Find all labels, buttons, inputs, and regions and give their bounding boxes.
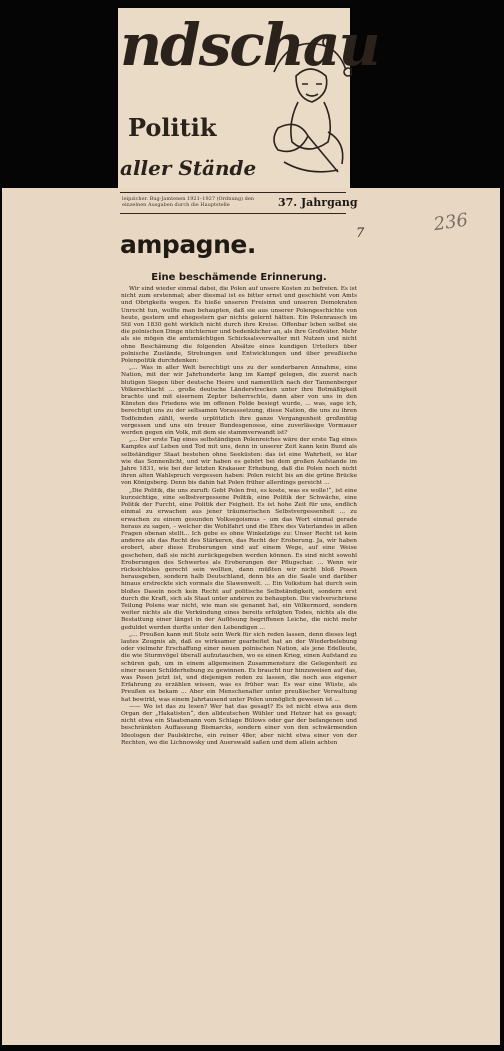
article-paragraph: —— Wo ist das zu lesen? Wer hat das gesagt? Es ist nicht etwa aus dem Organ der „Hakatisten“, den alldeutschen Wühler und Hetzer hat es gesagt; nicht etwa ein Staatsmann vom Schlage Bülows oder gar der befangenen und beschränkten Auffassung Bismarcks, sondern einer von den schwärmenden Ideologen der Paulskirche, ein reiner 48er, aber nicht etwa einer von der Rechten, wo die Lichnowsky und Auerswald saßen und dem allein achten xyxy=(121,703,357,746)
article-paragraph: „... Der erste Tag eines selbständigen Polenreiches wäre der erste Tag eines Kampfes auf Leben und Tod mit uns, denn in unserer Zeit kann kein Bund als selbständiger Staat bestehen ohne Seeküsten: das ist eine Wahrheit, so klar wie das Sonnenlicht, und wir haben es gehört bei dem großen Aufstande im Jahre 1831, wie bei der letzten Krakauer Erhebung, daß die Polen noch nicht ihren alten Wahlspruch vergessen haben: Polen reicht bis an die grüne Brücke von Königsberg. Denn bis dahin hat Polen früher allerdings gereicht ... xyxy=(121,437,357,487)
article-column xyxy=(120,220,358,1048)
dateline-text: leipzicher. Bug-Jamtenen 1921–1927 (Ordnung) den einzelnen Ausgaben durch die Hauptstelle xyxy=(122,196,255,208)
article-paragraph: „... Was in aller Welt berechtigt uns zu der sonderbaren Annahme, eine Nation, mit der wir Jahrhunderte lang im Kampf gelegen, die zuerst nach blutigen Siegen über deutsche Heere und namentlich nach der Tannenberger Völkerschlacht ... große deutsche Länderstrecken unter ihre Botmäßigkeit brachte und mit eisernem Zepter beherrschte, dann aber von uns in den Künsten des Friedens wie im offenen Felde besiegt wurde, ... was, sage ich, berechtigt uns zu der seltsamen Voraussetzung, diese Nation, die uns zu ihren Todfeinden zählt, werde urplötzlich ihre ganze Vergangenheit großmütig vergessen und uns ein treuer Bundesgenosse, eine zuverlässige Vormauer werden gegen ein Volk, mit dem sie stammverwandt ist? xyxy=(121,365,357,437)
article-headline: ampagne. xyxy=(120,230,256,259)
article-paragraph: „... Preußen kann mit Stolz sein Werk für sich reden lassen, denn dieses legt lautes Zeugnis ab, daß es wirksamer gearbeitet hat an der Wiederbelebung oder vielmehr Erschaffung einer neuen polnischen Nation, als jene Edelleute, die wie Sturmvögel überall aufzutauchen, wo es einen Krieg, einen Aufstand zu schüren gab, um in einem allgemeinen Zusammensturz die Gelegenheit zu einer neuen Schilderhebung zu gewinnen. Es braucht nur hinzuweisen auf das, was Posen jetzt ist, und diejenigen reden zu lassen, die noch aus eigener Erfahrung zu erzählen wissen, was es früher war. Es war eine Wüste, als Preußen es bekam ... Aber ein Menschenalter unter preußischer Verwaltung hat bewirkt, was einem Jahrtausend unter Polen unmöglich gewesen ist ... xyxy=(121,631,357,703)
masthead xyxy=(118,8,379,198)
side-mark: 7 xyxy=(356,226,365,241)
masthead-title: ndschau xyxy=(120,11,379,79)
article-body xyxy=(121,286,357,747)
masthead-subtitle: Politik xyxy=(128,113,217,142)
masthead-clipping xyxy=(118,8,379,208)
volume-number: 37. Jahrgang xyxy=(278,196,358,209)
article-paragraph: Wir sind wieder einmal dabei, die Polen auf unsere Kosten zu befreien. Es ist nicht zum erstenmal; aber diesmal ist es bitter ernst und geschieht von Amts und Obrigkeits wegen. Es hieße unseren Freisinn und unseren Demokraten Unrecht tun, wollte man behaupten, daß sie aus unserer Polengeschichte von heute, gestern und ehegestern gar nichts gelernt hätten. Ein Polenrausch im Stil von 1830 geht wirklich nicht durch ihre Kreise. Offenbar leben selbst sie die polnischen Dinge nüchterner und bedenklicher an, als ihre Großväter. Mehr als sie mögen die amtsmächtigen Schicksalsverwalter mit Nutzen und nicht ohne Beschämung die folgenden Absätze eines kundigen Urteilers über polnische Zustände, Strebungen und Entwicklungen und über preußische Polenpolitik durchdenken: xyxy=(121,286,357,365)
masthead-subtitle-2: aller Stände xyxy=(120,156,257,180)
archive-number: 236 xyxy=(432,209,470,236)
article-subheadline: Eine beschämende Erinnerung. xyxy=(151,272,327,283)
article-paragraph: „Die Politik, die uns zuruft: Gebt Polen frei, es koste, was es wolle!“, ist eine kurzsichtige, eine selbstvergessene Politik, eine Politik der Schwäche, eine Politik der Furcht, eine Politik der Feigheit. Es ist hohe Zeit für uns, endlich einmal zu erwachen aus jener träumerischen Selbstvergessenheit ... zu erwachen zu einem gesunden Volksegoismus – um das Wort einmal gerade heraus zu sagen, – welcher die Wohlfahrt und die Ehre des Vaterlandes in allen Fragen obenan stellt... Ich gebe es ohne Winkelzüge zu: Unser Recht ist kein anderes als das Recht des Stärkeren, das Recht der Eroberung. Ja, wir haben erobert, aber diese Eroberungen sind auf einem Wege, auf eine Weise geschehen, daß sie nicht zurückgegeben werden können. Es sind nicht sowohl Eroberungen des Schwertes als Eroberungen der Pflugschar. ... Wenn wir rücksichtslos gerecht sein wollten, dann müßten wir nicht bloß Posen herausgeben, sondern halb Deutschland, denn bis an die Saale und darüber hinaus erstreckte sich vormals die Slawenwelt. ... Ein Volkstum hat durch sein bloßes Dasein noch kein Recht auf politische Selbständigkeit, sondern erst durch die Kraft, sich als Staat unter anderen zu behaupten. Die vielverschriene Teilung Polens war nicht, wie man sie genannt hat, ein Völkermord, sondern weiter nichts als die Verkündung eines bereits erfolgten Todes, nichts als die Bestattung einer längst in der Auflösung begriffenen Leiche, die nicht mehr geduldet werden durfte unter den Lebendigen ... xyxy=(121,487,357,631)
jester-emblem-icon xyxy=(268,32,352,180)
